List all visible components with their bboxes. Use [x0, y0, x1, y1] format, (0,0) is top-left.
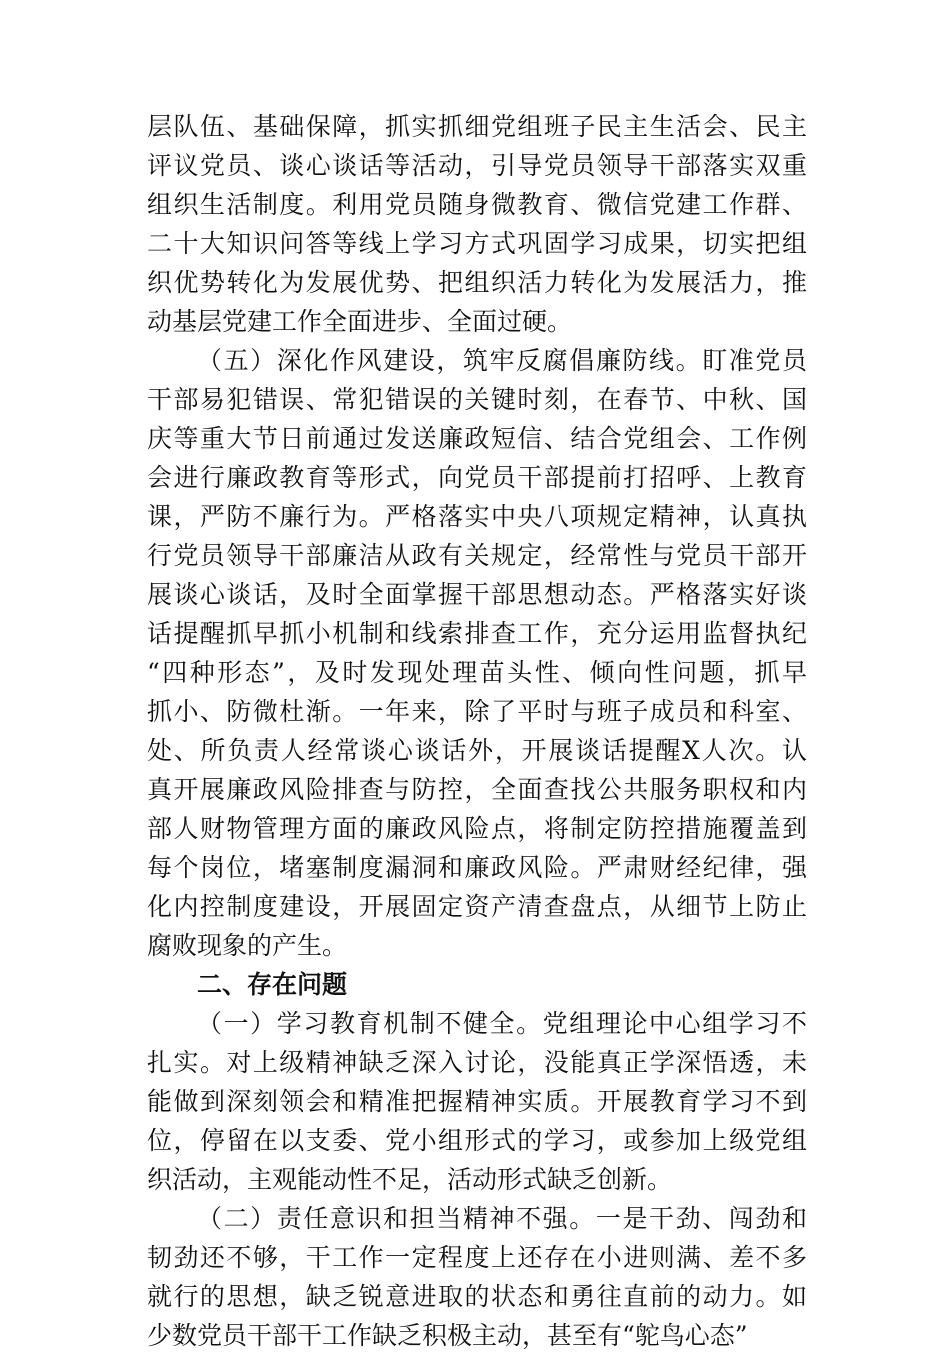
- text-line: 二十大知识问答等线上学习方式巩固学习成果，切实把组: [147, 229, 807, 258]
- text-line: （一）学习教育机制不健全。党组理论中心组学习不: [197, 1009, 807, 1038]
- text-line: 织活动，主观能动性不足，活动形式缺乏创新。: [147, 1165, 673, 1194]
- text-line: 处、所负责人经常谈心谈话外，开展谈话提醒X人次。认: [147, 736, 807, 765]
- section-heading: 二、存在问题: [197, 970, 348, 999]
- text-line: 真开展廉政风险排查与防控，全面查找公共服务职权和内: [147, 775, 807, 804]
- text-line: 层队伍、基础保障，抓实抓细党组班子民主生活会、民主: [147, 112, 807, 141]
- text-line: 织优势转化为发展优势、把组织活力转化为发展活力，推: [147, 268, 807, 297]
- text-line: 行党员领导干部廉洁从政有关规定，经常性与党员干部开: [147, 541, 807, 570]
- text-line: 展谈心谈话，及时全面掌握干部思想动态。严格落实好谈: [147, 580, 807, 609]
- text-line: （二）责任意识和担当精神不强。一是干劲、闯劲和: [197, 1204, 807, 1233]
- text-line: 评议党员、谈心谈话等活动，引导党员领导干部落实双重: [147, 151, 807, 180]
- text-line: 就行的思想，缺乏锐意进取的状态和勇往直前的动力。如: [147, 1282, 807, 1311]
- text-line: “四种形态”，及时发现处理苗头性、倾向性问题，抓早: [147, 658, 807, 687]
- text-line: 抓小、防微杜渐。一年来，除了平时与班子成员和科室、: [147, 697, 807, 726]
- text-line: （五）深化作风建设，筑牢反腐倡廉防线。盯准党员: [197, 346, 807, 375]
- text-line: 腐败现象的产生。: [147, 931, 348, 960]
- text-line: 化内控制度建设，开展固定资产清查盘点，从细节上防止: [147, 892, 807, 921]
- text-line: 扎实。对上级精神缺乏深入讨论，没能真正学深悟透，未: [147, 1048, 807, 1077]
- text-line: 能做到深刻领会和精准把握精神实质。开展教育学习不到: [147, 1087, 807, 1116]
- text-line: 位，停留在以支委、党小组形式的学习，或参加上级党组: [147, 1126, 807, 1155]
- text-line: 部人财物管理方面的廉政风险点，将制定防控措施覆盖到: [147, 814, 807, 843]
- text-line: 课，严防不廉行为。严格落实中央八项规定精神，认真执: [147, 502, 807, 531]
- text-line: 干部易犯错误、常犯错误的关键时刻，在春节、中秋、国: [147, 385, 807, 414]
- text-line: 少数党员干部干工作缺乏积极主动，甚至有“鸵鸟心态”: [147, 1321, 748, 1350]
- text-line: 庆等重大节日前通过发送廉政短信、结合党组会、工作例: [147, 424, 807, 453]
- text-line: 会进行廉政教育等形式，向党员干部提前打招呼、上教育: [147, 463, 807, 492]
- text-line: 韧劲还不够，干工作一定程度上还存在小进则满、差不多: [147, 1243, 807, 1272]
- text-line: 每个岗位，堵塞制度漏洞和廉政风险。严肃财经纪律，强: [147, 853, 807, 882]
- text-line: 动基层党建工作全面进步、全面过硬。: [147, 307, 573, 336]
- text-line: 话提醒抓早抓小机制和线索排查工作，充分运用监督执纪: [147, 619, 807, 648]
- text-line: 组织生活制度。利用党员随身微教育、微信党建工作群、: [147, 190, 807, 219]
